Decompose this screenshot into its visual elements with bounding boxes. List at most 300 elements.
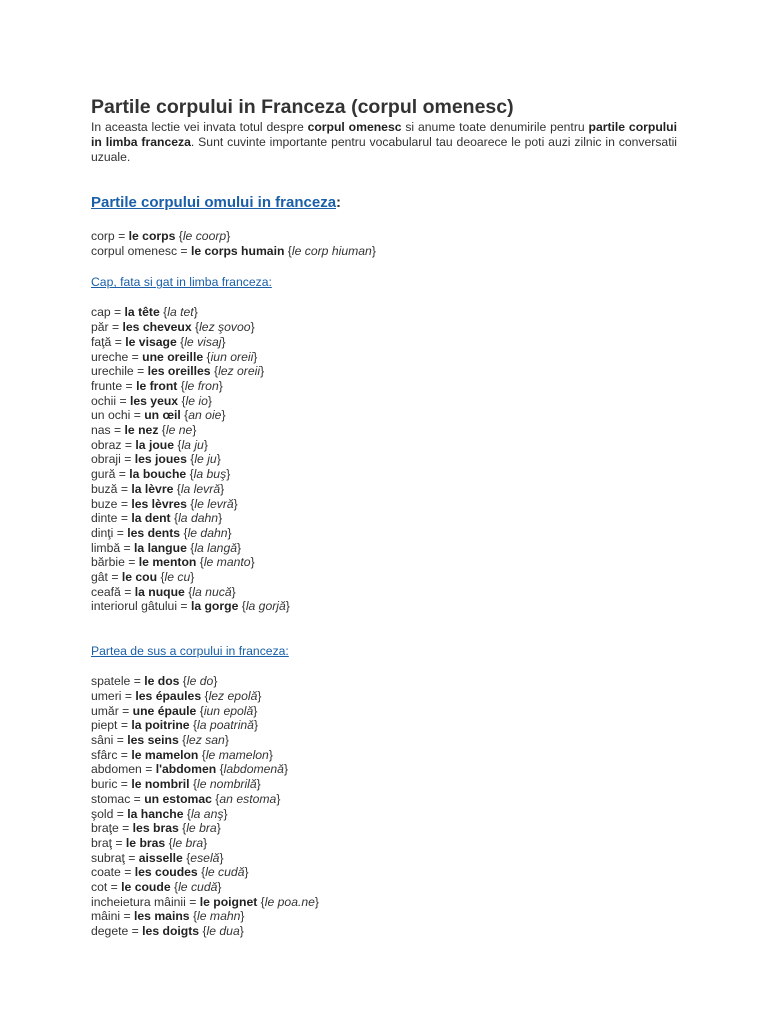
brace-close: }	[224, 732, 229, 747]
vocab-entry	[91, 379, 677, 394]
equals-sign: =	[124, 555, 139, 570]
brace-close: }	[213, 674, 218, 689]
vocab-entry	[91, 689, 677, 704]
brace-open: {	[199, 924, 207, 939]
brace-open: {	[186, 452, 195, 467]
brace-close: }	[203, 437, 208, 452]
pronunciation: le fron	[184, 378, 219, 393]
brace-close: }	[371, 243, 376, 258]
equals-sign: =	[133, 364, 148, 379]
brace-open: {	[182, 850, 191, 865]
equals-sign: =	[115, 467, 130, 482]
pronunciation: le ju	[194, 452, 217, 467]
brace-open: {	[184, 584, 193, 599]
equals-sign: =	[113, 525, 128, 540]
french-word: la tête	[124, 305, 160, 320]
brace-open: {	[170, 511, 179, 526]
brace-open: {	[196, 555, 204, 570]
section-heading-link[interactable]: Partile corpului omului in franceza	[91, 194, 337, 211]
brace-open: {	[189, 777, 198, 792]
equals-sign: =	[120, 452, 135, 467]
pronunciation: le bra	[172, 835, 204, 850]
equals-sign: =	[177, 599, 191, 614]
brace-close: }	[193, 305, 198, 320]
brace-open: {	[176, 334, 185, 349]
equals-sign: =	[120, 909, 135, 924]
equals-sign: =	[117, 777, 132, 792]
brace-close: }	[285, 599, 290, 614]
romanian-word: coate	[91, 865, 121, 880]
brace-open: {	[189, 909, 198, 924]
romanian-word: păr	[91, 320, 109, 335]
equals-sign: =	[120, 540, 135, 555]
romanian-word: ceafă	[91, 584, 121, 599]
pronunciation: la gorjă	[245, 599, 286, 614]
equals-sign: =	[111, 334, 126, 349]
romanian-word: gură	[91, 467, 116, 482]
romanian-word: interiorul gâtului	[91, 599, 178, 614]
romanian-word: un ochi	[91, 408, 131, 423]
vocab-entry	[91, 438, 677, 453]
vocab-entry	[91, 305, 677, 320]
romanian-word: şold	[91, 806, 114, 821]
vocab-entry	[91, 229, 677, 244]
brace-open: {	[183, 806, 191, 821]
brace-close: }	[216, 821, 221, 836]
vocab-entry	[91, 718, 677, 733]
equals-sign: =	[141, 762, 156, 777]
intro-text: si anume toate denumirile pentru	[401, 120, 589, 134]
vocab-entry	[91, 851, 677, 866]
vocab-entry	[91, 452, 677, 467]
vocab-entry	[91, 599, 677, 614]
vocab-entry	[91, 585, 677, 600]
french-word: aisselle	[138, 850, 183, 865]
brace-close: }	[227, 525, 232, 540]
brace-close: }	[314, 894, 319, 909]
vocab-entry	[91, 497, 677, 512]
brace-open: {	[177, 378, 185, 393]
pronunciation: le ne	[165, 423, 193, 438]
page-title: Partile corpului in Franceza (corpul omenesc)	[91, 96, 514, 118]
vocab-entry	[91, 467, 677, 482]
brace-open: {	[158, 423, 166, 438]
vocab-entry	[91, 408, 677, 423]
romanian-word: dinte	[91, 511, 118, 526]
brace-close: }	[283, 762, 289, 777]
brace-open: {	[238, 599, 246, 614]
brace-open: {	[257, 894, 265, 909]
vocab-entry	[91, 792, 677, 807]
brace-open: {	[179, 674, 187, 689]
romanian-word: buză	[91, 481, 118, 496]
pronunciation: le do	[186, 674, 214, 689]
brace-close: }	[256, 777, 261, 792]
equals-sign: =	[117, 481, 132, 496]
brace-open: {	[178, 393, 186, 408]
french-word: la hanche	[127, 806, 184, 821]
brace-close: }	[221, 408, 226, 423]
brace-close: }	[203, 835, 208, 850]
equals-sign: =	[185, 894, 200, 909]
equals-sign: =	[116, 393, 130, 408]
french-word: les mains	[134, 909, 190, 924]
pronunciation: la tet	[167, 305, 194, 320]
french-word: la nuque	[134, 584, 185, 599]
equals-sign: =	[120, 865, 135, 880]
vocab-entry	[91, 748, 677, 763]
french-word: les yeux	[129, 393, 179, 408]
romanian-word: bărbie	[91, 555, 125, 570]
brace-open: {	[197, 865, 206, 880]
romanian-word: ochii	[91, 393, 117, 408]
french-word: une épaule	[132, 703, 197, 718]
romanian-word: faţă	[91, 334, 112, 349]
romanian-word: cot	[91, 880, 108, 895]
romanian-word: braţe	[91, 821, 119, 836]
brace-open: {	[159, 305, 168, 320]
french-word: les coudes	[134, 865, 198, 880]
french-word: le mamelon	[131, 747, 199, 762]
brace-open: {	[216, 762, 224, 777]
pronunciation: labdomenă	[223, 762, 284, 777]
equals-sign: =	[110, 423, 125, 438]
equals-sign: =	[110, 305, 125, 320]
french-word: l'abdomen	[155, 762, 217, 777]
romanian-word: stomac	[91, 791, 131, 806]
section-heading	[91, 194, 677, 212]
subsection-heading-link[interactable]: Partea de sus a corpului in franceza:	[91, 644, 289, 659]
equals-sign: =	[114, 229, 129, 243]
vocab-entry	[91, 423, 677, 438]
brace-close: }	[250, 320, 255, 335]
intro-text: . Sunt cuvinte importante pentru vocabularul tau deoarece le poti auzi zilnic in conversatii uzuale.	[91, 135, 677, 164]
romanian-word: braţ	[91, 835, 113, 850]
equals-sign: =	[120, 584, 135, 599]
brace-close: }	[253, 718, 259, 733]
vocab-section	[91, 229, 677, 258]
brace-close: }	[253, 349, 258, 364]
pronunciation: la dahn	[178, 511, 219, 526]
pronunciation: la nucă	[192, 584, 232, 599]
article	[91, 96, 677, 939]
equals-sign: =	[117, 496, 132, 511]
pronunciation: le bra	[186, 821, 217, 836]
pronunciation: le io	[185, 393, 208, 408]
brace-close: }	[253, 703, 258, 718]
romanian-word: spatele	[91, 674, 131, 689]
french-word: les bras	[132, 821, 179, 836]
brace-close: }	[219, 850, 224, 865]
vocab-entry	[91, 836, 677, 851]
equals-sign: =	[113, 806, 128, 821]
pronunciation: la levră	[180, 481, 221, 496]
brace-open: {	[157, 570, 165, 585]
french-word: la gorge	[190, 599, 239, 614]
brace-close: }	[192, 423, 197, 438]
brace-open: {	[198, 747, 206, 762]
brace-open: {	[186, 467, 194, 482]
brace-close: }	[207, 393, 212, 408]
brace-open: {	[196, 703, 204, 718]
subsection-heading-link[interactable]: Cap, fata si gat in limba franceza:	[91, 275, 272, 290]
french-word: le poignet	[199, 894, 258, 909]
romanian-word: cap	[91, 305, 111, 320]
vocab-entry	[91, 924, 677, 939]
romanian-word: corpul omenesc	[91, 243, 178, 258]
french-word: le dos	[144, 674, 180, 689]
vocab-entry	[91, 320, 677, 335]
french-word: les joues	[134, 452, 187, 467]
french-word: la langue	[134, 540, 187, 555]
intro-bold-term: partile corpului in limba franceza	[91, 120, 677, 149]
brace-close: }	[218, 511, 223, 526]
vocab-entry	[91, 555, 677, 570]
french-word: les oreilles	[147, 364, 211, 379]
french-word: le nombril	[131, 777, 190, 792]
equals-sign: =	[130, 674, 145, 689]
equals-sign: =	[117, 718, 132, 733]
equals-sign: =	[124, 850, 139, 865]
romanian-word: gât	[91, 570, 108, 585]
brace-close: }	[276, 791, 281, 806]
brace-open: {	[186, 496, 195, 511]
brace-close: }	[244, 865, 249, 880]
vocab-entry	[91, 541, 677, 556]
brace-open: {	[284, 243, 292, 258]
brace-open: {	[211, 791, 220, 806]
brace-close: }	[260, 364, 265, 379]
brace-close: }	[268, 747, 273, 762]
vocab-entry	[91, 570, 677, 585]
pronunciation: an estoma	[219, 791, 277, 806]
intro-text: In aceasta lectie vei invata totul despre	[91, 120, 308, 134]
equals-sign: =	[121, 688, 136, 703]
pronunciation: le manto	[203, 555, 251, 570]
brace-open: {	[180, 408, 189, 423]
pronunciation: iun oreii	[210, 349, 254, 364]
romanian-word: buze	[91, 496, 118, 511]
french-word: la poitrine	[131, 718, 190, 733]
vocab-entry	[91, 482, 677, 497]
brace-close: }	[217, 880, 222, 895]
brace-close: }	[257, 688, 262, 703]
subsection-heading	[91, 275, 677, 290]
french-word: le corps humain	[190, 243, 285, 258]
brace-close: }	[218, 378, 223, 393]
brace-close: }	[190, 570, 195, 585]
romanian-word: obraz	[91, 437, 122, 452]
intro-bold-term: corpul omenesc	[307, 120, 402, 134]
pronunciation: la ju	[181, 437, 204, 452]
brace-close: }	[231, 584, 236, 599]
pronunciation: le dua	[206, 924, 240, 939]
vocabulary-sections	[91, 229, 677, 939]
spacer	[91, 659, 677, 674]
french-word: le nez	[124, 423, 159, 438]
vocab-entry	[91, 394, 677, 409]
french-word: la dent	[131, 511, 171, 526]
pronunciation: le cudă	[178, 880, 218, 895]
romanian-word: limbă	[91, 540, 121, 555]
brace-close: }	[223, 806, 228, 821]
brace-close: }	[220, 481, 225, 496]
romanian-word: abdomen	[91, 762, 142, 777]
pronunciation: la anş	[190, 806, 224, 821]
romanian-word: urechile	[91, 364, 134, 379]
equals-sign: =	[128, 349, 143, 364]
french-word: le cou	[121, 570, 158, 585]
brace-close: }	[250, 555, 255, 570]
pronunciation: le poa.ne	[264, 894, 315, 909]
french-word: le bras	[125, 835, 166, 850]
pronunciation: le corp hiuman	[291, 243, 372, 258]
equals-sign: =	[118, 703, 133, 718]
brace-open: {	[186, 540, 195, 555]
brace-open: {	[201, 688, 209, 703]
romanian-word: piept	[91, 718, 118, 733]
romanian-word: incheietura mâinii	[91, 894, 186, 909]
vocab-section	[91, 644, 677, 939]
french-word: un estomac	[144, 791, 212, 806]
brace-open: {	[178, 732, 187, 747]
equals-sign: =	[121, 437, 136, 452]
french-word: les seins	[127, 732, 179, 747]
equals-sign: =	[118, 821, 133, 836]
spacer	[91, 290, 677, 305]
romanian-word: obraji	[91, 452, 121, 467]
french-word: les doigts	[142, 924, 200, 939]
pronunciation: le mamelon	[205, 747, 269, 762]
brace-open: {	[203, 349, 211, 364]
brace-open: {	[165, 835, 173, 850]
equals-sign: =	[107, 570, 122, 585]
pronunciation: le dahn	[187, 525, 228, 540]
french-word: le corps	[128, 229, 176, 243]
equals-sign: =	[117, 511, 132, 526]
french-word: un œil	[144, 408, 181, 423]
pronunciation: lez şovoo	[199, 320, 251, 335]
equals-sign: =	[130, 791, 145, 806]
vocab-entry	[91, 821, 677, 836]
vocab-entry	[91, 880, 677, 895]
brace-open: {	[175, 229, 183, 243]
romanian-word: sfârc	[91, 747, 118, 762]
vocab-entry	[91, 807, 677, 822]
subsection-heading	[91, 644, 677, 659]
equals-sign: =	[122, 378, 137, 393]
french-word: les lèvres	[131, 496, 187, 511]
vocab-entry	[91, 350, 677, 365]
brace-open: {	[180, 525, 188, 540]
vocab-entry	[91, 895, 677, 910]
french-word: le visage	[125, 334, 177, 349]
brace-close: }	[240, 909, 245, 924]
brace-open: {	[178, 821, 187, 836]
romanian-word: ureche	[91, 349, 129, 364]
vocab-entry	[91, 865, 677, 880]
pronunciation: la buş	[193, 467, 227, 482]
brace-open: {	[173, 481, 181, 496]
romanian-word: dinţi	[91, 525, 114, 540]
pronunciation: la poatrină	[197, 718, 254, 733]
pronunciation: le visaj	[184, 334, 222, 349]
french-word: le front	[136, 378, 178, 393]
vocab-entry	[91, 674, 677, 689]
romanian-word: buric	[91, 777, 118, 792]
vocab-entry	[91, 511, 677, 526]
french-word: les dents	[127, 525, 181, 540]
romanian-word: frunte	[91, 378, 123, 393]
brace-close: }	[226, 467, 231, 482]
brace-close: }	[233, 496, 238, 511]
vocab-section	[91, 275, 677, 614]
equals-sign: =	[107, 880, 122, 895]
pronunciation: le cu	[164, 570, 191, 585]
french-word: une oreille	[142, 349, 204, 364]
brace-close: }	[239, 924, 244, 939]
romanian-word: umeri	[91, 688, 122, 703]
romanian-word: umăr	[91, 703, 119, 718]
equals-sign: =	[128, 924, 143, 939]
brace-open: {	[191, 320, 200, 335]
vocab-entry	[91, 733, 677, 748]
pronunciation: le coorp	[182, 229, 227, 243]
pronunciation: lez san	[186, 732, 225, 747]
equals-sign: =	[108, 320, 123, 335]
brace-close: }	[216, 452, 221, 467]
vocab-entry	[91, 777, 677, 792]
equals-sign: =	[113, 732, 128, 747]
pronunciation: le levră	[194, 496, 234, 511]
vocab-entry	[91, 704, 677, 719]
brace-open: {	[170, 880, 179, 895]
pronunciation: le nombrilă	[197, 777, 257, 792]
french-word: la joue	[135, 437, 174, 452]
pronunciation: an oie	[188, 408, 222, 423]
french-word: le menton	[138, 555, 197, 570]
brace-open: {	[189, 718, 198, 733]
equals-sign: =	[130, 408, 145, 423]
vocab-entry	[91, 909, 677, 924]
pronunciation: lez oreii	[218, 364, 261, 379]
brace-open: {	[174, 437, 182, 452]
romanian-word: subraţ	[91, 850, 125, 865]
equals-sign: =	[112, 835, 126, 850]
vocab-entry	[91, 762, 677, 777]
french-word: la bouche	[129, 467, 187, 482]
french-word: le coude	[121, 880, 171, 895]
french-word: la lèvre	[131, 481, 174, 496]
pronunciation: le cudă	[205, 865, 245, 880]
intro-paragraph	[91, 120, 677, 165]
pronunciation: la langă	[194, 540, 238, 555]
equals-sign: =	[117, 747, 132, 762]
pronunciation: iun epolă	[203, 703, 254, 718]
vocab-entry	[91, 244, 677, 259]
pronunciation: le mahn	[197, 909, 241, 924]
vocab-entry	[91, 364, 677, 379]
romanian-word: nas	[91, 423, 111, 438]
pronunciation: eselă	[190, 850, 220, 865]
brace-open: {	[210, 364, 219, 379]
brace-close: }	[226, 229, 231, 243]
vocab-entry	[91, 526, 677, 541]
french-word: les épaules	[135, 688, 202, 703]
romanian-word: degete	[91, 924, 129, 939]
pronunciation: lez epolă	[208, 688, 258, 703]
romanian-word: sâni	[91, 732, 114, 747]
